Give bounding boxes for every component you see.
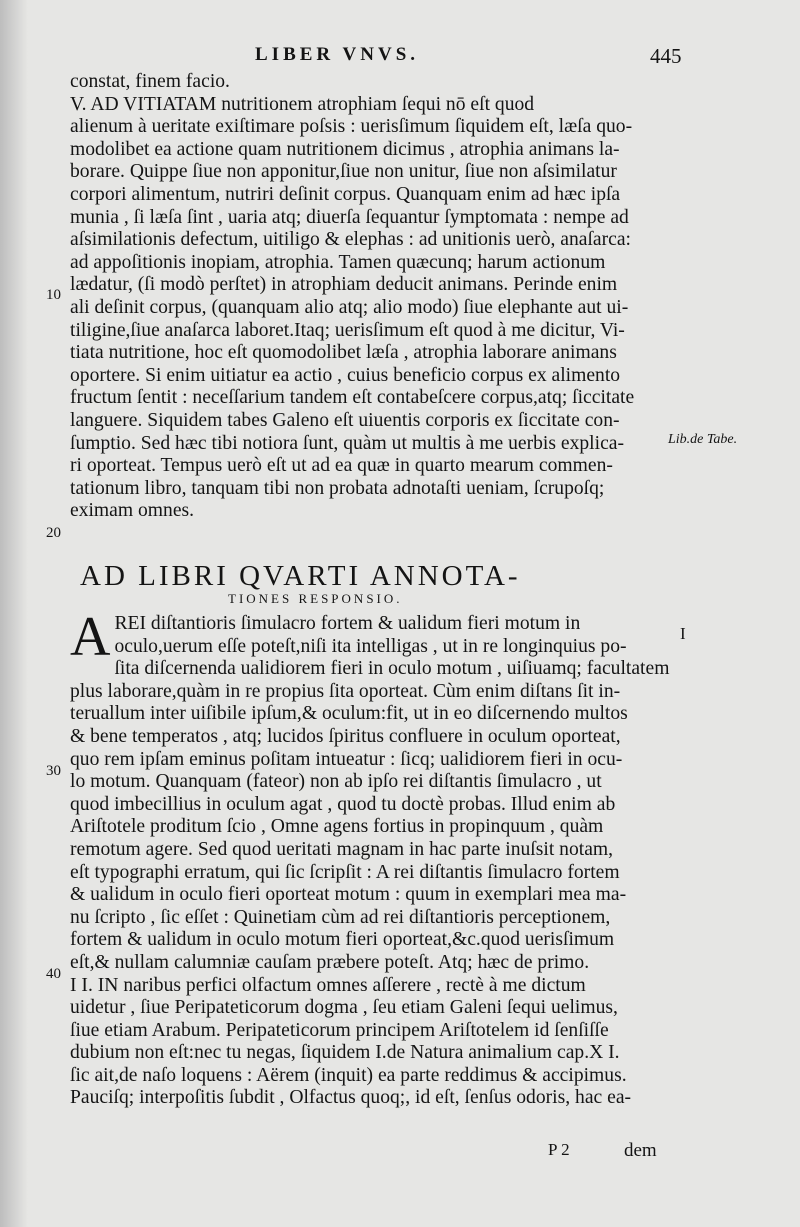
text-line: dubium non eſt:nec tu negas, ſiquidem I.de Natura animalium cap.X I.: [70, 1042, 620, 1064]
text-line: tationum libro, tanquam tibi non probata adnotaſti ueniam, ſcrupoſq;: [70, 477, 605, 499]
text-line: fructum ſentit : neceſſarium tandem eſt contabeſcere corpus,atq; ſiccitate: [70, 387, 635, 409]
text-line: tiata nutritione, hoc eſt quomodolibet læſa , atrophia laborare animans: [70, 342, 617, 364]
text-line: teruallum inter uiſibile ipſum,& oculum:fit, ut in eo diſcernendo multos: [70, 703, 628, 725]
text-line: ad appoſitionis inopiam, atrophia. Tamen quæcunq; harum actionum: [70, 251, 606, 273]
text-line: oculo,uerum eſſe poteſt,niſi ita intelligas , ut in re longinquius po-: [114, 635, 627, 657]
text-line: munia , ſi læſa ſint , uaria atq; diuerſa ſequantur ſymptomata : nempe ad: [70, 206, 629, 228]
text-line: corpori alimentum, nutriri deſinit corpus. Quanquam enim ad hæc ipſa: [70, 183, 621, 205]
text-line: plus laborare,quàm in re propius ſita oporteat. Cùm enim diſtans ſit in-: [70, 680, 621, 702]
text-line: aſsimilationis defectum, uitiligo & elephas : ad unitionis uerò, anaſarca:: [70, 229, 631, 251]
text-line: eximam omnes.: [70, 500, 195, 522]
line-number-10: 10: [46, 287, 61, 303]
running-head-title: LIBER VNVS.: [255, 44, 420, 65]
margin-numeral: I: [680, 624, 686, 643]
page-number: 445: [650, 44, 682, 68]
text-line: fortem & ualidum in oculo motum fieri oporteat,&c.quod uerisſimum: [70, 929, 615, 951]
section-heading: AD LIBRI QVARTI ANNOTA-: [80, 560, 521, 592]
text-line: remotum agere. Sed quod ueritati magnam in hac parte inuſsit notam,: [70, 838, 614, 860]
text-line: eſt,& nullam calumniæ cauſam præbere poteſt. Atq; hæc de primo.: [70, 951, 590, 973]
text-line: lo motum. Quanquam (fateor) non ab ipſo rei diſtantis ſimulacro , ut: [70, 771, 602, 793]
text-line: borare. Quippe ſiue non apponitur,ſiue non unitur, ſiue non aſsimilatur: [70, 161, 617, 183]
text-line: languere. Siquidem tabes Galeno eſt uiuentis corporis ex ſiccitate con-: [70, 409, 620, 431]
catchword: dem: [624, 1140, 657, 1161]
text-line: tiligine,ſiue anaſarca laboret.Itaq; uerisſimum eſt quod à me dicitur, Vi-: [70, 319, 625, 341]
text-line: ſumptio. Sed hæc tibi notiora ſunt, quàm ut multis à me uerbis explica-: [70, 432, 624, 454]
text-line: nu ſcripto , ſic eſſet : Quinetiam cùm ad rei diſtantioris perceptionem,: [70, 906, 611, 928]
text-line: Pauciſq; interpoſitis ſubdit , Olfactus quoq;, id eſt, ſenſus odoris, hac ea-: [70, 1087, 632, 1109]
text-line: ſita diſcernenda ualidiorem fieri in oculo motum , uiſiuamq; facultatem: [114, 658, 670, 680]
line-number-40: 40: [46, 966, 61, 982]
text-line: quo rem ipſam eminus poſitam intueatur : ſicq; ualidiorem fieri in ocu-: [70, 748, 623, 770]
text-line: oportere. Si enim uitiatur ea actio , cuius beneficio corpus ex alimento: [70, 364, 621, 386]
text-line: ſiue etiam Arabum. Peripateticorum principem Ariſtotelem id ſenſiſſe: [70, 1019, 609, 1041]
text-line: ſic ait,de naſo loquens : Aërem (inquit) ea parte reddimus & accipimus.: [70, 1064, 627, 1086]
text-line: Ariſtotele proditum ſcio , Omne agens fortius in propinquum , quàm: [70, 816, 604, 838]
text-line: REI diſtantioris ſimulacro fortem & ualidum fieri motum in: [114, 613, 581, 634]
text-line: modolibet ea actione quam nutritionem dicimus , atrophia animans la-: [70, 138, 620, 160]
text-line: ri oporteat. Tempus uerò eſt ut ad ea quæ in quarto mearum commen-: [70, 455, 613, 477]
text-line: quod imbecillius in oculum agat , quod tu doctè probas. Illud enim ab: [70, 793, 616, 815]
line-number-20: 20: [46, 525, 61, 541]
signature-mark: P 2: [548, 1140, 570, 1159]
text-line: & ualidum in oculo fieri oporteat motum : quum in exemplari mea ma-: [70, 884, 627, 906]
text-line: & bene temperatos , atq; lucidos ſpiritus confluere in oculum oporteat,: [70, 725, 621, 747]
text-line: constat, finem facio.: [70, 71, 230, 92]
margin-note-reference: Lib.de Tabe.: [668, 432, 738, 447]
text-line: eſt typographi erratum, qui ſic ſcripſit : A rei diſtantis ſimulacro fortem: [70, 861, 620, 883]
text-line: ali deſinit corpus, (quanquam alio atq; alio modo) ſiue elephante aut ui-: [70, 296, 629, 318]
line-number-30: 30: [46, 763, 61, 779]
section-top-text: [70, 71, 666, 523]
text-line: uidetur , ſiue Peripateticorum dogma , ſeu etiam Galeni ſequi uelimus,: [70, 997, 618, 1019]
section-bottom-text: [70, 606, 670, 1110]
text-line: lædatur, (ſi modò perſtet) in atrophiam deducit animans. Perinde enim: [70, 274, 618, 296]
section-subheading: TIONES RESPONSIO.: [228, 591, 403, 606]
drop-capital: A: [70, 606, 111, 668]
text-line: V. AD VITIATAM nutritionem atrophiam ſequi nō eſt quod: [70, 93, 535, 115]
text-line: alienum à ueritate exiſtimare poſsis : uerisſimum ſiquidem eſt, læſa quo-: [70, 116, 633, 138]
text-line: I I. IN naribus perfici olfactum omnes aſſerere , rectè à me dictum: [70, 974, 586, 996]
